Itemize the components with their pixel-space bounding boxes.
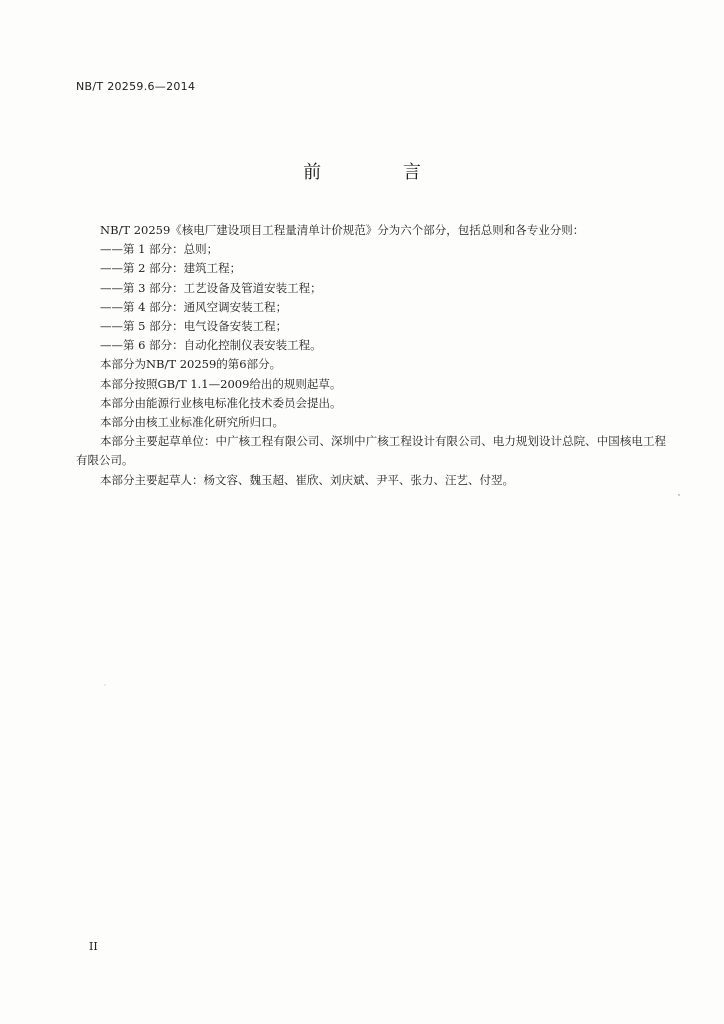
- drafters-paragraph: 本部分主要起草人：杨文容、魏玉超、崔欣、刘庆斌、尹平、张力、汪艺、付翌。: [100, 472, 514, 487]
- part-list-item: ——第 4 部分：通风空调安装工程；: [100, 299, 288, 314]
- scan-speck: [104, 684, 106, 686]
- part-list-item: ——第 2 部分：建筑工程；: [100, 261, 242, 276]
- proposed-by-paragraph: 本部分由能源行业核电标准化技术委员会提出。: [100, 395, 342, 410]
- drafting-rules-paragraph: 本部分按照GB/T 1.1—2009给出的规则起草。: [100, 376, 342, 391]
- intro-paragraph: NB/T 20259《核电厂建设项目工程量清单计价规范》分为六个部分，包括总则和各专业分则：: [100, 223, 585, 237]
- part-list-item: ——第 6 部分：自动化控制仪表安装工程。: [100, 338, 322, 353]
- managed-by-paragraph: 本部分由核工业标准化研究所归口。: [100, 415, 284, 430]
- part-list-item: ——第 3 部分：工艺设备及管道安装工程；: [100, 280, 322, 295]
- page-title: 前 言: [303, 162, 459, 183]
- scan-speck: [678, 494, 680, 496]
- part-list-item: ——第 5 部分：电气设备安装工程；: [100, 319, 288, 334]
- page-number: II: [89, 940, 98, 953]
- foreword-body: [76, 221, 666, 490]
- drafting-units-paragraph: 本部分主要起草单位：中广核工程有限公司、深圳中广核工程设计有限公司、电力规划设计总院、中国核电工程有限公司。: [76, 434, 666, 468]
- part-list-item: ——第 1 部分：总则；: [100, 242, 219, 257]
- this-part-paragraph: 本部分为NB/T 20259的第6部分。: [100, 357, 282, 372]
- standard-code-header: NB/T 20259.6—2014: [76, 80, 196, 93]
